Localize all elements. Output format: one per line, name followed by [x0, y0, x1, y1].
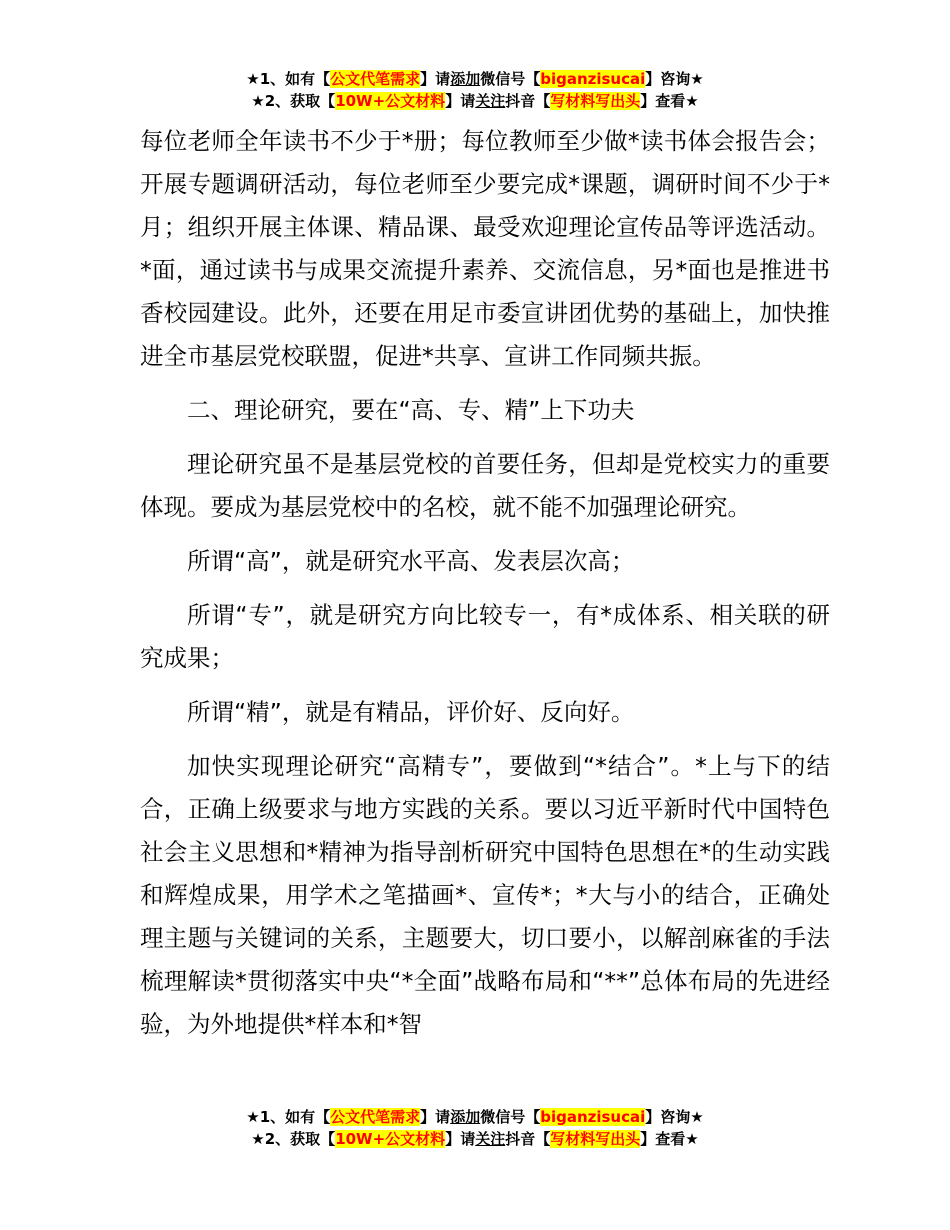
- paragraph: 加快实现理论研究“高精专”，要做到“*结合”。*上与下的结合，正确上级要求与地方实践的关系。要以习近平新时代中国特色社会主义思想和*精神为指导剖析研究中国特色思想在*的生动实践和辉煌成果，用学术之笔描画*、宣传*；*大与小的结合，正确处理主题与关键词的关系，主题要大，切口要小，以解剖麻雀的手法梳理解读*贯彻落实中央“*全面”战略布局和“**”总体布局的先进经验，为外地提供*样本和*智: [140, 752, 830, 1038]
- banner-text: 】请: [445, 92, 476, 110]
- banner-emphasis: 添加: [450, 70, 481, 88]
- banner-highlight: 公文代笔需求: [330, 70, 421, 88]
- paragraph: 理论研究虽不是基层党校的首要任务，但却是党校实力的重要体现。要成为基层党校中的名校，就不能不加强理论研究。: [140, 450, 830, 521]
- banner-text: ★1、如有【: [246, 70, 331, 88]
- banner-text: 】咨询★: [645, 70, 704, 88]
- paragraph: 所谓“专”，就是研究方向比较专一，有*成体系、相关联的研究成果；: [140, 601, 830, 672]
- banner-line-2: [0, 1128, 950, 1150]
- banner-emphasis: 关注: [475, 92, 506, 110]
- banner-line-1: [0, 1106, 950, 1128]
- paragraph: 所谓“精”，就是有精品，评价好、反向好。: [187, 698, 635, 726]
- banner-highlight: 10W+公文材料: [335, 92, 446, 110]
- banner-text: 】查看★: [640, 1130, 699, 1148]
- document-body: [140, 120, 830, 1057]
- banner-text: ★1、如有【: [246, 1108, 331, 1126]
- banner-emphasis: 添加: [450, 1108, 481, 1126]
- banner-highlight: 写材料写出头: [550, 1130, 641, 1148]
- banner-text: 微信号【: [480, 1108, 541, 1126]
- banner-highlight: biganzisucai: [540, 1108, 646, 1126]
- banner-text: ★2、获取【: [251, 92, 336, 110]
- banner-highlight: 写材料写出头: [550, 92, 641, 110]
- banner-text: 】请: [420, 70, 451, 88]
- banner-highlight: 10W+公文材料: [335, 1130, 446, 1148]
- banner-text: 抖音【: [505, 92, 551, 110]
- banner-line-2: [0, 90, 950, 112]
- banner-text: ★2、获取【: [251, 1130, 336, 1148]
- footer-banner: [0, 1106, 950, 1150]
- banner-text: 】请: [420, 1108, 451, 1126]
- paragraph: 所谓“高”，就是研究水平高、发表层次高；: [187, 547, 635, 575]
- section-heading: 二、理论研究，要在“高、专、精”上下功夫: [187, 396, 635, 424]
- banner-highlight: 公文代笔需求: [330, 1108, 421, 1126]
- banner-line-1: [0, 68, 950, 90]
- header-banner: [0, 68, 950, 112]
- banner-highlight: biganzisucai: [540, 70, 646, 88]
- paragraph-continuation: 每位老师全年读书不少于*册；每位教师至少做*读书体会报告会；开展专题调研活动，每位老师至少要完成*课题，调研时间不少于*月；组织开展主体课、精品课、最受欢迎理论宣传品等评选活动。*面，通过读书与成果交流提升素养、交流信息，另*面也是推进书香校园建设。此外，还要在用足市委宣讲团优势的基础上，加快推进全市基层党校联盟，促进*共享、宣讲工作同频共振。: [140, 127, 830, 370]
- banner-text: 微信号【: [480, 70, 541, 88]
- banner-emphasis: 关注: [475, 1130, 506, 1148]
- banner-text: 】查看★: [640, 92, 699, 110]
- banner-text: 】请: [445, 1130, 476, 1148]
- banner-text: 抖音【: [505, 1130, 551, 1148]
- banner-text: 】咨询★: [645, 1108, 704, 1126]
